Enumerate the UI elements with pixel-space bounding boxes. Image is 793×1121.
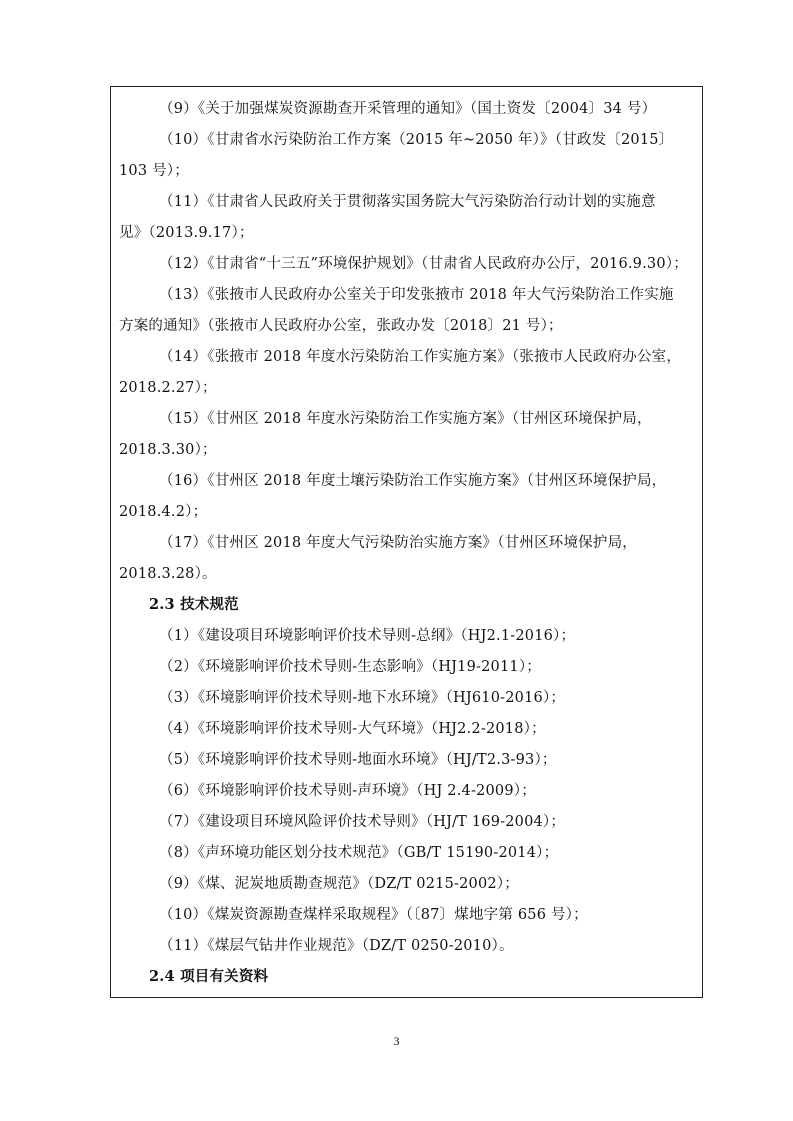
text-line: （8）《声环境功能区划分技术规范》（GB/T 15190-2014）；	[159, 845, 559, 861]
text-line: （1）《建设项目环境影响评价技术导则-总纲》（HJ2.1-2016）；	[159, 628, 576, 644]
text-line: （4）《环境影响评价技术导则-大气环境》（HJ2.2-2018）；	[159, 721, 546, 737]
text-line: （7）《建设项目环境风险评价技术导则》（HJ/T 169-2004）；	[159, 814, 566, 830]
text-line: 方案的通知》（张掖市人民政府办公室，张政办发〔2018〕21 号）；	[119, 318, 563, 334]
text-line: 2018.2.27）；	[119, 380, 217, 396]
text-line: （9）《关于加强煤炭资源勘查开采管理的通知》（国土资发〔2004〕34 号）	[159, 101, 657, 117]
text-line: （16）《甘州区 2018 年度土壤污染防治工作实施方案》（甘州区环境保护局，	[159, 473, 667, 489]
text-line: （3）《环境影响评价技术导则-地下水环境》（HJ610-2016）；	[159, 690, 566, 706]
section-heading: 2.4 项目有关资料	[149, 968, 269, 985]
text-line: （9）《煤、泥炭地质勘查规范》（DZ/T 0215-2002）；	[159, 876, 519, 892]
text-line: （13）《张掖市人民政府办公室关于印发张掖市 2018 年大气污染防治工作实施	[159, 287, 674, 303]
text-line: （15）《甘州区 2018 年度水污染防治工作实施方案》（甘州区环境保护局，	[159, 411, 652, 427]
text-line: （5）《环境影响评价技术导则-地面水环境》（HJ/T2.3-93）；	[159, 752, 557, 768]
text-line: （2）《环境影响评价技术导则-生态影响》（HJ19-2011）；	[159, 659, 541, 675]
text-line: （10）《甘肃省水污染防治工作方案（2015 年~2050 年）》（甘政发〔2015〕	[159, 132, 674, 148]
text-line: （17）《甘州区 2018 年度大气污染防治实施方案》（甘州区环境保护局，	[159, 535, 637, 551]
text-line: （11）《甘肃省人民政府关于贯彻落实国务院大气污染防治行动计划的实施意	[159, 194, 656, 210]
text-line: （14）《张掖市 2018 年度水污染防治工作实施方案》（张掖市人民政府办公室，	[159, 349, 682, 365]
text-line: （6）《环境影响评价技术导则-声环境》（HJ 2.4-2009）；	[159, 783, 536, 799]
text-line: 103 号）；	[119, 163, 189, 179]
text-line: （12）《甘肃省“十三五”环境保护规划》（甘肃省人民政府办公厅，2016.9.30）；	[159, 256, 688, 272]
text-line: 2018.3.28）。	[119, 566, 217, 582]
text-line: 见》（2013.9.17）；	[119, 225, 254, 241]
text-line: （10）《煤炭资源勘查煤样采取规程》（〔87〕煤地字第 656 号）；	[159, 907, 588, 923]
document-frame	[110, 86, 703, 998]
text-line: 2018.4.2）；	[119, 504, 208, 520]
text-line: （11）《煤层气钻井作业规范》（DZ/T 0250-2010）。	[159, 938, 514, 954]
page-number: 3	[393, 1034, 400, 1048]
text-line: 2018.3.30）；	[119, 442, 217, 458]
section-heading: 2.3 技术规范	[149, 596, 239, 613]
